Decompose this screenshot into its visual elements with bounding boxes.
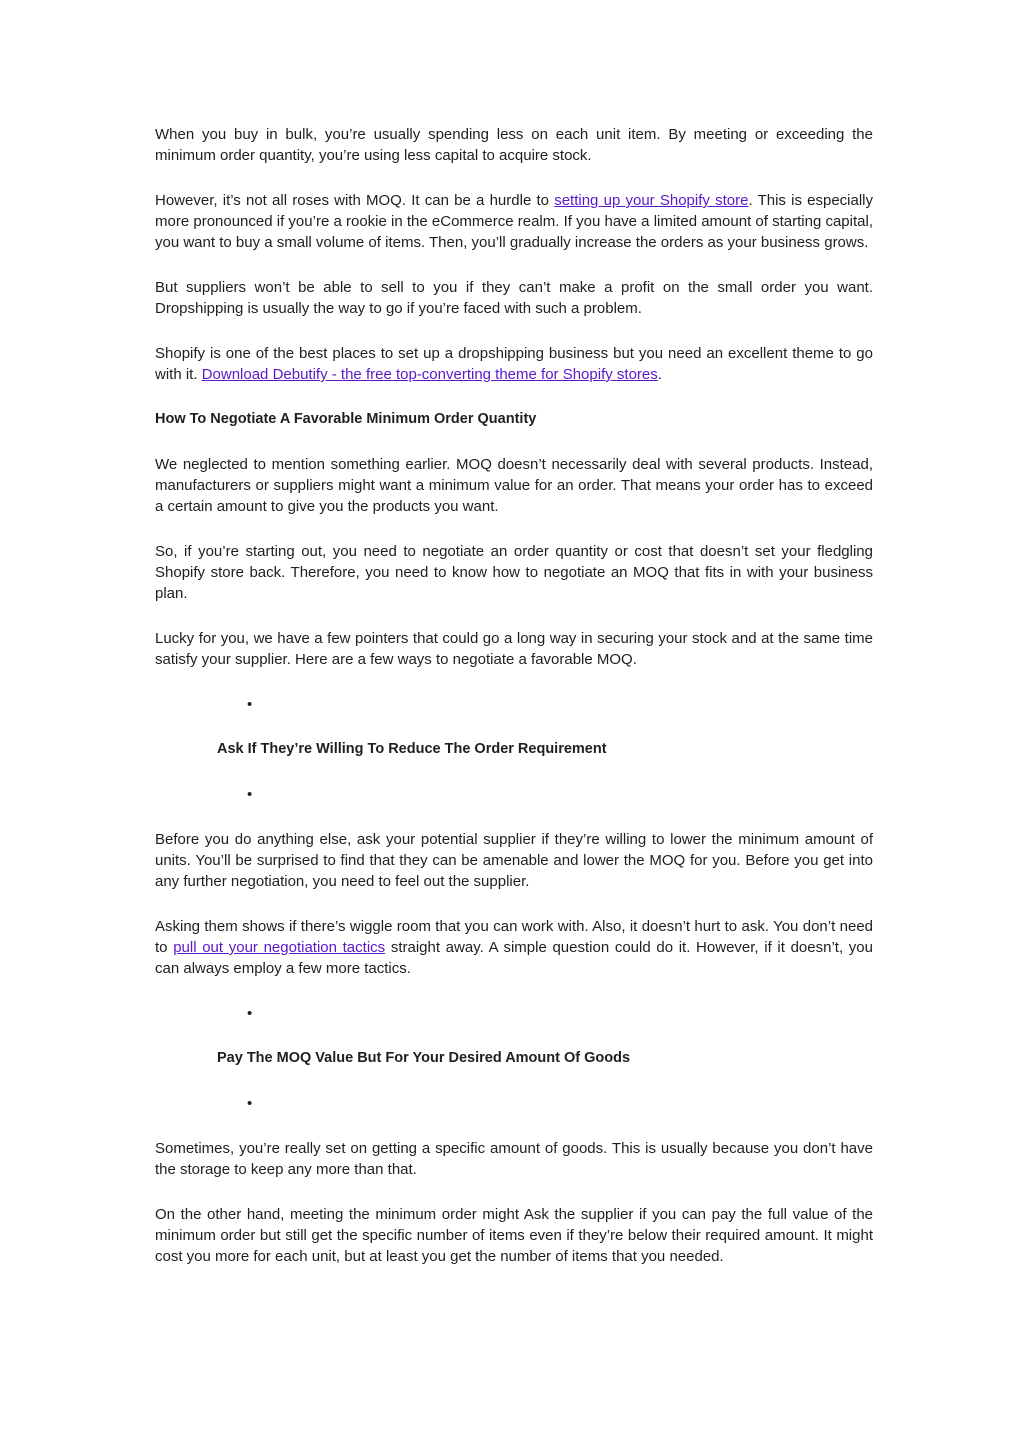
- document-page: [155, 124, 873, 1291]
- paragraph-starting-out: So, if you’re starting out, you need to negotiate an order quantity or cost that doesn’t set your fledgling Shopify store back. Therefore, you need to know how to negotiate an MOQ that fits in with your business plan.: [155, 543, 873, 602]
- paragraph-text: .: [657, 366, 662, 383]
- paragraph-text: straight away. A simple question could do it. However, if it doesn’t, you can always employ a few more tactics.: [155, 939, 873, 977]
- paragraph-shopify-dropshipping: [155, 343, 873, 385]
- bullet-marker: •: [247, 696, 253, 713]
- list-item: [155, 694, 873, 715]
- paragraph-wiggle-room: [155, 916, 873, 979]
- paragraph-text: However, it’s not all roses with MOQ. It can be a hurdle to: [155, 192, 555, 209]
- list-item: [155, 784, 873, 805]
- link-negotiation-tactics[interactable]: pull out your negotiation tactics: [173, 939, 386, 956]
- paragraph-text: Asking them shows if there’s wiggle room that you can work with. Also, it doesn’t hurt to ask. You don’t need to: [155, 918, 873, 956]
- bullet-marker: •: [247, 1005, 253, 1022]
- bullet-marker: •: [247, 1095, 253, 1112]
- link-setting-up-shopify-store[interactable]: setting up your Shopify store: [554, 192, 749, 209]
- paragraph-pay-full-value: On the other hand, meeting the minimum order might Ask the supplier if you can pay the full value of the minimum order but still get the specific number of items even if they’re below their required amount. It might cost you more for each unit, but at least you get the number of items that you needed.: [155, 1206, 873, 1265]
- paragraph-bulk-buying: When you buy in bulk, you’re usually spending less on each unit item. By meeting or exceeding the minimum order quantity, you’re using less capital to acquire stock.: [155, 126, 873, 164]
- paragraph-minimum-value: We neglected to mention something earlier. MOQ doesn’t necessarily deal with several products. Instead, manufacturers or suppliers might want a minimum value for an order. That means your order has to exceed a certain amount to give you the products you want.: [155, 456, 873, 515]
- link-download-debutify[interactable]: Download Debutify - the free top-converting theme for Shopify stores: [201, 366, 658, 383]
- paragraph-suppliers-profit: But suppliers won’t be able to sell to you if they can’t make a profit on the small order you want. Dropshipping is usually the way to go if you’re faced with such a problem.: [155, 279, 873, 317]
- paragraph-text: . This is especially more pronounced if you’re a rookie in the eCommerce realm. If you have a limited amount of starting capital, you want to buy a small volume of items. Then, you’ll gradually increase the orders as your business grows.: [155, 192, 874, 251]
- section-heading-negotiate-moq: How To Negotiate A Favorable Minimum Order Quantity: [155, 411, 537, 427]
- list-item: [155, 1093, 873, 1114]
- paragraph-pointers: Lucky for you, we have a few pointers that could go a long way in securing your stock and at the same time satisfy your supplier. Here are a few ways to negotiate a favorable MOQ.: [155, 630, 873, 668]
- bullet-marker: •: [247, 786, 253, 803]
- paragraph-ask-supplier: Before you do anything else, ask your potential supplier if they’re willing to lower the minimum amount of units. You’ll be surprised to find that they can be amenable and lower the MOQ for you. Before you get into any further negotiation, you need to feel out the supplier.: [155, 831, 873, 890]
- paragraph-text: Shopify is one of the best places to set up a dropshipping business but you need an excellent theme to go with it.: [155, 345, 873, 383]
- paragraph-moq-hurdle: [155, 190, 873, 253]
- paragraph-specific-amount: Sometimes, you’re really set on getting a specific amount of goods. This is usually because you don’t have the storage to keep any more than that.: [155, 1140, 873, 1178]
- subheading-pay-moq-value: Pay The MOQ Value But For Your Desired Amount Of Goods: [217, 1050, 631, 1066]
- list-item: [155, 1003, 873, 1024]
- subheading-reduce-order-requirement: Ask If They’re Willing To Reduce The Order Requirement: [217, 741, 607, 757]
